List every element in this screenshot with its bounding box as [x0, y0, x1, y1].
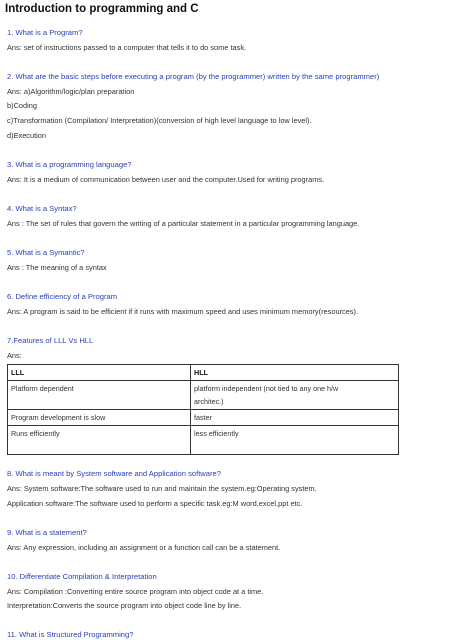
table-row [8, 410, 399, 426]
question-11: 11. What is Structured Programming? [7, 630, 134, 639]
question-6: 6. Define efficiency of a Program [7, 292, 118, 301]
answer-6: Ans: A program is said to be efficient if it runs with maximum speed and uses minimum memory(resources). [7, 307, 359, 316]
table-cell-lll: Platform dependent [8, 381, 191, 410]
table-header-lll: LLL [8, 365, 191, 381]
answer-3: Ans: It is a medium of communication between user and the computer.Used for writing programs. [7, 175, 325, 184]
table-cell-hll-line: architec.) [194, 397, 224, 406]
lll-vs-hll-table [7, 364, 399, 455]
table-header-hll: HLL [191, 365, 399, 381]
answer-9: Ans: Any expression, including an assignment or a function call can be a statement. [7, 543, 281, 552]
answer-10-line-2: Interpretation:Converts the source program into object code line by line. [7, 601, 242, 610]
question-8: 8. What is meant by System software and Application software? [7, 469, 221, 478]
table-cell-hll: faster [191, 410, 399, 426]
answer-10-line-1: Ans: Compilation :Converting entire source program into object code at a time. [7, 587, 264, 596]
question-4: 4. What is a Syntax? [7, 204, 77, 213]
page-title: Introduction to programming and C [5, 3, 199, 15]
answer-8-line-2: Application software:The software used to perform a specific task.eg:M word,excel,ppt etc. [7, 499, 303, 508]
answer-2-line-4: d)Execution [7, 131, 47, 140]
answer-4: Ans : The set of rules that govern the writing of a particular statement in a particular programming language. [7, 219, 360, 228]
question-2: 2. What are the basic steps before executing a program (by the programmer) written by the same programmer) [7, 72, 380, 81]
table-header-row [8, 365, 399, 381]
answer-2-line-2: b)Coding [7, 101, 37, 110]
table-cell-hll [191, 381, 399, 410]
answer-2-line-3: c)Transformation (Compilation/ Interpretation)(conversion of high level language to low level). [7, 116, 312, 125]
question-5: 5. What is a Symantic? [7, 248, 85, 257]
question-7: 7.Features of LLL Vs HLL [7, 336, 94, 345]
answer-2-line-1: Ans: a)Algorithm/logic/plan preparation [7, 87, 135, 96]
question-1: 1. What is a Program? [7, 28, 83, 37]
question-3: 3. What is a programming language? [7, 160, 132, 169]
answer-5: Ans : The meaning of a syntax [7, 263, 107, 272]
answer-8-line-1: Ans: System software:The software used to run and maintain the system.eg:Operating system. [7, 484, 317, 493]
table-row [8, 426, 399, 455]
answer-1: Ans: set of instructions passed to a computer that tells it to do some task. [7, 43, 247, 52]
table-cell-lll: Program development is slow [8, 410, 191, 426]
question-10: 10. Differentiate Compilation & Interpretation [7, 572, 157, 581]
answer-7: Ans: [7, 351, 22, 360]
table-cell-lll: Runs efficiently [8, 426, 191, 455]
table-row [8, 381, 399, 410]
question-9: 9. What is a statement? [7, 528, 87, 537]
table-cell-hll-line: platform independent (not tied to any one h/w [194, 384, 339, 393]
table-cell-hll: less efficiently [191, 426, 399, 455]
